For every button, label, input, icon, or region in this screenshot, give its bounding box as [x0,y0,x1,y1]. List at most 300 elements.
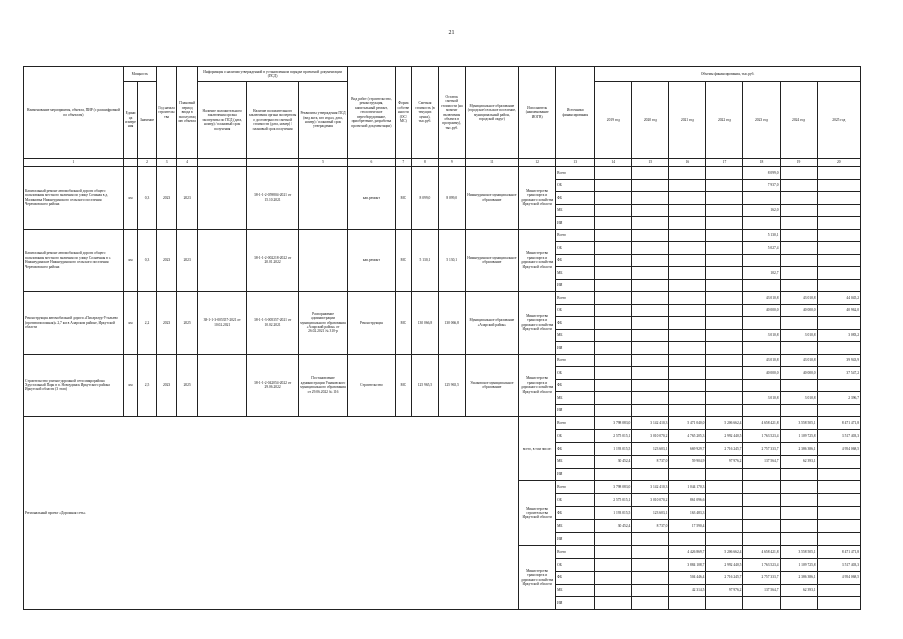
funding-value [780,533,817,546]
funding-value [595,279,632,292]
funding-value: 1 193 015,5 [595,442,632,455]
funding-value [632,329,669,342]
funding-value [595,584,632,597]
funding-value [817,217,860,230]
funding-value: 97 976,2 [706,455,743,468]
funding-value: 504 446,4 [669,571,706,584]
funding-value [669,354,706,367]
project-ownership: МС [395,167,411,230]
funding-value: 3 798 083,0 [595,417,632,430]
funding-value [669,317,706,330]
funding-value [780,507,817,520]
funding-value: 43 010,8 [780,354,817,367]
funding-value [706,167,743,180]
column-number: 1 [24,159,124,167]
project-psd-requisites [298,167,347,230]
funding-value: 30 452,4 [595,455,632,468]
funding-value [669,254,706,267]
project-start-year: 2023 [156,167,177,230]
funding-value [706,367,743,380]
funding-value [632,571,669,584]
funding-value [743,468,780,481]
funding-value [780,494,817,507]
funding-value [669,229,706,242]
funding-value [669,292,706,305]
column-number: 8 [412,159,439,167]
funding-value [817,167,860,180]
funding-value: 8 471 471,8 [817,417,860,430]
column-number: 12 [519,159,556,167]
funding-value [632,304,669,317]
funding-value: 3 884 108,7 [669,558,706,571]
funding-value: 2 757 333,7 [743,442,780,455]
funding-value [669,342,706,355]
project-start-year: 2023 [156,229,177,292]
funding-value: 5 206 662,4 [706,545,743,558]
funding-value: 43 010,8 [743,354,780,367]
header-funding-volume: Объемы финансирования, тыс.руб. [595,67,861,82]
header-expertise-cost: Наличие положительного заключения органа экспертизы о достоверности сметной стоимости (дата, номер) / плановый срок получения [247,82,298,159]
funding-value [706,179,743,192]
funding-value [595,571,632,584]
funding-value [595,545,632,558]
funding-value [780,481,817,494]
funding-value [780,267,817,280]
funding-source-label: МБ [556,204,595,217]
funding-value: 59 904,9 [669,455,706,468]
funding-value [817,520,860,533]
funding-value [817,204,860,217]
column-number [123,159,137,167]
funding-value: 4 954 068,5 [817,442,860,455]
funding-value [817,379,860,392]
funding-source-label: ИИ [556,279,595,292]
project-unit: км [123,167,137,230]
funding-value [669,404,706,417]
project-executor: Министерство транспорта и дорожного хозяйства Иркутской области [519,167,556,230]
funding-value: 669 929,7 [669,442,706,455]
project-start-year: 2023 [156,292,177,355]
project-unit: км [123,229,137,292]
funding-value [669,192,706,205]
funding-value [780,217,817,230]
funding-value: 2 757 333,7 [743,571,780,584]
funding-value [706,217,743,230]
regional-row [24,417,861,430]
funding-value: 4 658 421,8 [743,417,780,430]
funding-value [632,242,669,255]
header-ownership: Форма собственности (ОС/МС) [395,67,411,159]
funding-value [595,379,632,392]
funding-value [669,267,706,280]
funding-value [595,242,632,255]
header-municipality: Муниципальное образование (городское/сельское поселение, муниципальный район, городской округ) [465,67,519,159]
funding-value: 17 590,4 [669,520,706,533]
funding-value [706,267,743,280]
year-2024: 2024 год [780,82,817,159]
project-name: Реконструкция автомобильной дороги «Писарьтур-Утальево (противоположная)» 2,7 км в Аларском районе, Иркутской области [24,292,124,355]
funding-value [817,468,860,481]
project-municipality: Нижнеудинское муниципальное образование [465,229,519,292]
funding-value: 2 386 386,1 [780,571,817,584]
funding-value [706,329,743,342]
column-number: 9 [438,159,465,167]
funding-value: 123 603,1 [632,507,669,520]
funding-value: 2 386 386,1 [780,442,817,455]
funding-source-label: МБ [556,267,595,280]
funding-value: 2 716 245,7 [706,442,743,455]
funding-value: 861 096,6 [669,494,706,507]
funding-value [632,379,669,392]
funding-value [706,354,743,367]
regional-project-name: Региональный проект «Дорожная сеть» [24,417,519,610]
funding-value [780,204,817,217]
project-unit: км [123,354,137,417]
project-end-year: 2023 [177,229,198,292]
funding-value: 3 010,8 [743,392,780,405]
funding-source-label: ИИ [556,533,595,546]
funding-value [817,481,860,494]
funding-value [817,494,860,507]
funding-value: 2 396,7 [817,392,860,405]
funding-source-label: ФБ [556,507,595,520]
funding-value [780,179,817,192]
funding-value [743,520,780,533]
funding-value [632,167,669,180]
project-expertise-ssd [197,167,246,230]
funding-value: 5 471 040,0 [669,417,706,430]
funding-source-label: Всего [556,167,595,180]
funding-value [669,242,706,255]
funding-source-label: ОБ [556,242,595,255]
funding-value [669,597,706,610]
project-ownership: МС [395,292,411,355]
funding-value [595,392,632,405]
project-expertise-cost: 38-1-1-3-005357-2021 от 10.02.2021 [247,292,298,355]
funding-value [706,597,743,610]
project-name: Строительство улично-дорожной сети микрорайона Хрустальный Парк в п. Новоудинск Иркутского района Иркутской области (3 этап) [24,354,124,417]
funding-value: 8 737,0 [632,455,669,468]
project-municipality: Нижнеудинское муниципальное образование [465,167,519,230]
funding-value: 8 471 471,8 [817,545,860,558]
funding-value [743,507,780,520]
funding-value: 4 658 421,8 [743,545,780,558]
funding-value [595,367,632,380]
project-row [24,229,861,242]
project-capacity-value: 2,2 [138,292,157,355]
header-approval-info: Информация о наличии утвержденной в установленном порядке проектной документации (ПСД) [197,67,347,82]
funding-value [669,367,706,380]
funding-value [669,217,706,230]
funding-value [780,279,817,292]
funding-value [595,304,632,317]
funding-source-label: Всего [556,354,595,367]
funding-value: 43 010,8 [780,292,817,305]
funding-source-label: МБ [556,329,595,342]
funding-value: 3 558 505,1 [780,545,817,558]
funding-source-label: ОБ [556,429,595,442]
project-remaining-cost: 5 130,1 [438,229,465,292]
funding-value [632,192,669,205]
funding-source-label: ФБ [556,571,595,584]
project-end-year: 2025 [177,354,198,417]
funding-value [817,584,860,597]
funding-value: 40 000,0 [743,304,780,317]
funding-value [706,481,743,494]
funding-value [632,217,669,230]
funding-value [743,404,780,417]
funding-value [817,267,860,280]
funding-value [780,229,817,242]
funding-value: 3 798 083,0 [595,481,632,494]
project-remaining-cost: 8 099,0 [438,167,465,230]
funding-value: 40 000,0 [780,304,817,317]
funding-value [817,229,860,242]
funding-source-label: ФБ [556,317,595,330]
project-ownership: МС [395,229,411,292]
funding-value [632,533,669,546]
header-planned-year: Плановый период ввода в эксплуатацию объекта [177,67,198,159]
column-numbers-row [24,159,861,167]
project-unit: км [123,292,137,355]
funding-value: 3 142 410,3 [632,417,669,430]
funding-value [632,584,669,597]
funding-value [817,192,860,205]
funding-value [706,192,743,205]
header-expertise-ssd: Наличие положительного заключения органа экспертизы по ПСД (дата, номер) / плановый срок получения [197,82,246,159]
funding-value [817,507,860,520]
column-number: 5 [298,159,347,167]
column-number: 15 [632,159,669,167]
funding-value [669,379,706,392]
funding-value [632,545,669,558]
funding-value: 1 763 523,4 [743,429,780,442]
funding-value: 2 992 440,5 [706,429,743,442]
funding-value [743,494,780,507]
project-expertise-cost: 38-1-1-2-059804-2021 от 15.10.2021 [247,167,298,230]
year-2020: 2020 год [632,82,669,159]
project-executor: Министерство транспорта и дорожного хозяйства Иркутской области [519,292,556,355]
funding-value [817,242,860,255]
funding-value [595,229,632,242]
funding-value [595,329,632,342]
column-number: 14 [595,159,632,167]
funding-source-label: ФБ [556,254,595,267]
column-number [197,159,246,167]
funding-value: 2 992 440,5 [706,558,743,571]
funding-value: 1 763 523,4 [743,558,780,571]
funding-source-label: ИИ [556,468,595,481]
year-2025: 2025 год [817,82,860,159]
header-funding-sources: Источники финансирования [556,67,595,159]
funding-value: 1 109 725,8 [780,558,817,571]
project-name: Капитальный ремонт автомобильной дороги общего пользования местного значения по улице Солнечная в с. Нижнеудинское Нижнеудинского сельского поселения Черемховского района [24,229,124,292]
funding-value: 137 564,7 [743,584,780,597]
funding-value [632,204,669,217]
project-municipality: Муниципальное образование «Аларский район» [465,292,519,355]
funding-value [706,468,743,481]
funding-value: 44 045,2 [817,292,860,305]
funding-value [817,455,860,468]
funding-value [632,354,669,367]
funding-value [780,379,817,392]
funding-source-label: ОБ [556,558,595,571]
funding-value [595,404,632,417]
funding-value: 5 027,4 [743,242,780,255]
column-number: 18 [743,159,780,167]
funding-value [669,533,706,546]
funding-value: 2 716 245,7 [706,571,743,584]
funding-value [706,392,743,405]
funding-value [632,229,669,242]
funding-value [706,507,743,520]
funding-value [595,354,632,367]
header-capacity: Мощность [123,67,156,82]
funding-source-label: ОБ [556,494,595,507]
funding-value [780,597,817,610]
project-psd-requisites [298,229,347,292]
project-work-type: кап.ремонт [348,229,395,292]
funding-value [595,192,632,205]
header-start-year: Год начала строительства [156,67,177,159]
funding-value [669,279,706,292]
funding-value: 2 575 015,1 [595,429,632,442]
project-row [24,167,861,180]
funding-value [595,217,632,230]
funding-value [706,229,743,242]
funding-value [817,317,860,330]
funding-value: 1 109 725,8 [780,429,817,442]
funding-value [706,494,743,507]
funding-value [706,342,743,355]
funding-value [780,520,817,533]
funding-value: 3 010,8 [780,392,817,405]
funding-source-label: Всего [556,229,595,242]
header-name: Наименование мероприятия, объекта, ПИР (с расшифровкой по объектам) [24,67,124,159]
funding-value: 3 558 505,1 [780,417,817,430]
funding-value [706,520,743,533]
funding-value [817,597,860,610]
funding-value [706,279,743,292]
column-number: 7 [395,159,411,167]
funding-source-label: ИИ [556,404,595,417]
funding-value: 4 765 205,3 [669,429,706,442]
funding-source-label: ОБ [556,367,595,380]
funding-value: 7 937,0 [743,179,780,192]
funding-value: 3 083,2 [817,329,860,342]
financing-table [23,66,861,610]
funding-value [595,317,632,330]
funding-value [817,279,860,292]
project-end-year: 2025 [177,292,198,355]
header-psd-requisites: Реквизиты утверждения ПСД (вид акта, кто издал, дата, номер) / плановый срок утверждения [298,82,347,159]
funding-value [632,179,669,192]
regional-group-label: Министерство транспорта и дорожного хозяйства Иркутской области [519,545,556,609]
column-number: 2 [138,159,157,167]
year-2021: 2021 год [669,82,706,159]
project-end-year: 2023 [177,167,198,230]
funding-value [632,292,669,305]
project-expertise-ssd [197,354,246,417]
funding-value [706,242,743,255]
funding-value [743,379,780,392]
funding-value [632,279,669,292]
header-row-1 [24,67,861,82]
funding-source-label: МБ [556,520,595,533]
funding-value [632,267,669,280]
project-executor: Министерство транспорта и дорожного хозяйства Иркутской области [519,354,556,417]
funding-source-label: МБ [556,455,595,468]
funding-value: 40 000,0 [743,367,780,380]
column-number: 13 [556,159,595,167]
project-expertise-cost: 38-1-1-2-042054-2022 от 29.06.2022 [247,354,298,417]
funding-source-label: ОБ [556,304,595,317]
funding-value [595,292,632,305]
funding-value [743,254,780,267]
funding-value [817,179,860,192]
funding-value [780,192,817,205]
funding-value: 40 000,0 [780,367,817,380]
funding-value [669,204,706,217]
funding-value [743,317,780,330]
funding-value [669,468,706,481]
column-number: 20 [817,159,860,167]
funding-value [780,242,817,255]
funding-value: 3 010,8 [780,329,817,342]
funding-value: 3 010,8 [743,329,780,342]
funding-value [706,254,743,267]
column-number: 19 [780,159,817,167]
project-name: Капитальный ремонт автомобильной дороги общего пользования местного значения по улице Сочиная в д. Малиновка Нижнеудинского сельского поселения Черемховского района [24,167,124,230]
funding-value [780,404,817,417]
funding-value [780,317,817,330]
funding-source-label: ОБ [556,179,595,192]
funding-value [595,558,632,571]
project-ownership: МС [395,354,411,417]
funding-value [632,597,669,610]
header-remaining-cost: Остаток сметной стоимости (на момент включения объекта в программу), тыс.руб. [438,67,465,159]
funding-value [632,317,669,330]
column-number: 11 [465,159,519,167]
funding-value [706,292,743,305]
project-expertise-ssd [197,229,246,292]
funding-value [706,379,743,392]
funding-value: 43 010,8 [743,292,780,305]
project-expertise-ssd: 38-1-1-3-005357-2021 от 10.02.2021 [197,292,246,355]
funding-value [669,329,706,342]
funding-value [743,192,780,205]
project-remaining-cost: 130 066,8 [438,292,465,355]
funding-value [595,468,632,481]
funding-value: 5 206 662,4 [706,417,743,430]
regional-group-label: Министерство строительства Иркутской области [519,481,556,545]
funding-value [595,179,632,192]
funding-value: 3 010 070,2 [632,429,669,442]
project-estimated-cost: 5 130,1 [412,229,439,292]
funding-source-label: ИИ [556,217,595,230]
funding-value [743,217,780,230]
funding-value [669,167,706,180]
header-estimated-cost: Сметная стоимость (в текущих ценах), тыс.руб. [412,67,439,159]
column-number: 17 [706,159,743,167]
project-row [24,292,861,305]
funding-value: 8 099,0 [743,167,780,180]
funding-value: 4 426 869,7 [669,545,706,558]
funding-value [743,342,780,355]
funding-value [780,254,817,267]
funding-value [706,317,743,330]
project-work-type: Строительство [348,354,395,417]
